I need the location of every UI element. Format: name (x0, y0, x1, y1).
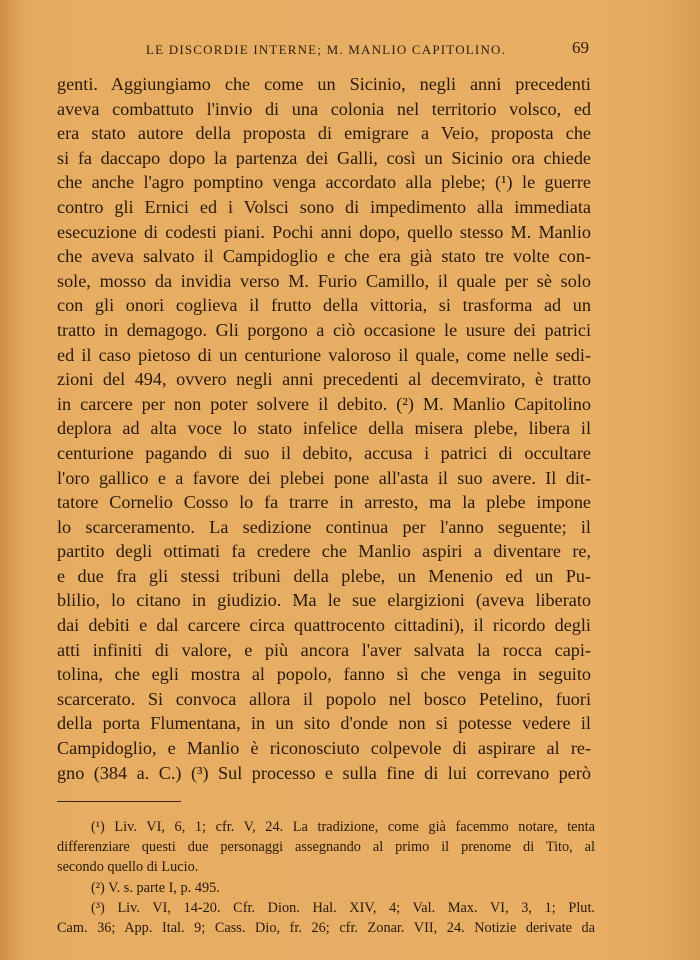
text-line: deplora ad alta voce lo stato infelice della misera plebe, libera il (57, 418, 591, 439)
footnote-line: Cam. 36; App. Ital. 9; Cass. Dio, fr. 26; cfr. Zonar. VII, 24. Notizie derivate da (57, 920, 595, 937)
footnote-line: (²) V. s. parte I, p. 495. (91, 879, 220, 896)
footnote-line: (¹) Liv. VI, 6, 1; cfr. V, 24. La tradizione, come già facemmo notare, tenta (91, 819, 595, 835)
footnotes (57, 817, 595, 938)
text-line: aveva combattuto l'invio di una colonia nel territorio volsco, ed (57, 98, 591, 119)
text-line: gno (384 a. C.) (³) Sul processo e sulla fine di lui correvano però (57, 762, 591, 783)
footnote-separator (57, 801, 181, 802)
text-line: blilio, lo citano in giudizio. Ma le sue elargizioni (aveva liberato (57, 590, 591, 611)
text-line: tratto in demagogo. Gli porgono a ciò occasione le usure dei patrici (57, 319, 591, 340)
text-line: era stato autore della proposta di emigrare a Veio, proposta che (57, 123, 591, 144)
text-line: tatore Cornelio Cosso lo fa trarre in arresto, ma la plebe impone (57, 492, 591, 513)
text-line: esecuzione di codesti piani. Pochi anni dopo, quello stesso M. Manlio (57, 221, 591, 242)
text-line: genti. Aggiungiamo che come un Sicinio, negli anni precedenti (57, 74, 591, 94)
text-line: in carcere per non poter solvere il debito. (²) M. Manlio Capitolino (57, 393, 591, 414)
text-line: Campidoglio, e Manlio è riconosciuto colpevole di aspirare al re- (57, 738, 591, 759)
text-line: zioni del 494, ovvero negli anni precedenti al decemvirato, è tratto (57, 369, 591, 390)
text-line: e due fra gli stessi tribuni della plebe, un Menenio ed un Pu- (57, 565, 591, 586)
text-line: dai debiti e dal carcere circa quattrocento cittadini), il ricordo degli (57, 615, 591, 636)
page-header (0, 38, 700, 62)
text-line: partito degli ottimati fa credere che Manlio aspiri a diventare re, (57, 541, 591, 562)
footnote-line: secondo quello di Lucio. (57, 859, 199, 876)
text-line: con gli onori coglieva il frutto della vittoria, si trasforma ad un (57, 295, 591, 316)
text-line: lo scarceramento. La sedizione continua per l'anno seguente; il (57, 516, 591, 537)
text-line: si fa daccapo dopo la partenza dei Galli, così un Sicinio ora chiede (57, 147, 591, 168)
text-line: che aveva salvato il Campidoglio e che era già stato tre volte con- (57, 246, 591, 267)
text-line: centurione pagando di suo il debito, accusa i patrici di occultare (57, 442, 591, 463)
page-number: 69 (572, 38, 589, 57)
footnote-line: (³) Liv. VI, 14-20. Cfr. Dion. Hal. XIV, 4; Val. Max. VI, 3, 1; Plut. (91, 899, 595, 916)
text-line: contro gli Ernici ed i Volsci sono di impedimento alla immediata (57, 196, 591, 217)
text-line: scarcerato. Si convoca allora il popolo nel bosco Petelino, fuori (57, 688, 591, 709)
text-line: della porta Flumentana, in un sito d'onde non si potesse vedere il (57, 713, 591, 734)
main-text (57, 72, 591, 785)
text-line: atti infiniti di valore, e più ancora l'aver salvata la rocca capi- (57, 639, 591, 660)
text-line: sole, mosso da invidia verso M. Furio Camillo, il quale per sè solo (57, 270, 591, 291)
running-title: LE DISCORDIE INTERNE; M. MANLIO CAPITOLINO. (146, 42, 507, 57)
text-line: l'oro gallico e a favore dei plebei pone all'asta il suo avere. Il dit- (57, 467, 591, 488)
text-line: ed il caso pietoso di un centurione valoroso il quale, come nelle sedi- (57, 344, 591, 365)
text-line: che anche l'agro pomptino venga accordato alla plebe; (¹) le guerre (57, 172, 591, 193)
footnote-line: differenziare questi due personaggi assegnando al primo il prenome di Tito, al (57, 839, 595, 856)
text-line: tolina, che egli mostra al popolo, fanno sì che venga in seguito (57, 664, 591, 685)
